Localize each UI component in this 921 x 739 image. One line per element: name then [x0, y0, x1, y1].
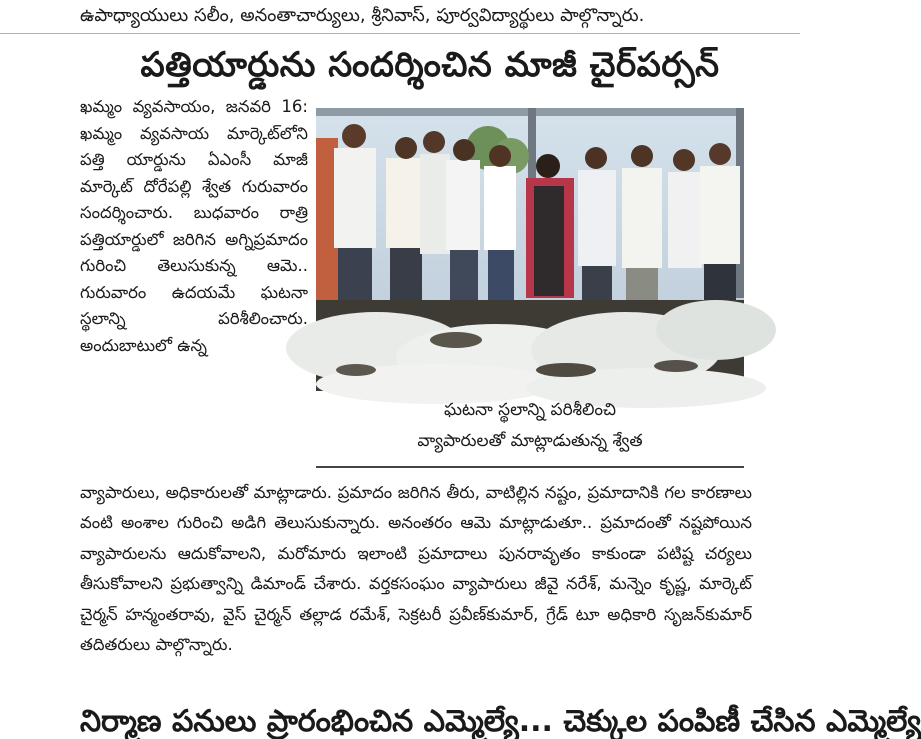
article-headline: పత్తియార్డును సందర్శించిన మాజీ చైర్‌పర్సన్ [140, 45, 720, 85]
caption-line-2: వ్యాపారులతో మాట్లాడుతున్న శ్వేత [417, 431, 643, 451]
photo-caption [316, 395, 744, 457]
article-body-full-width [80, 478, 752, 660]
article-body-column [80, 94, 308, 359]
news-photo [316, 108, 744, 391]
next-article-headline: నిర్మాణ పనులు ప్రారంభించిన ఎమ్మెల్యే... చెక్కుల పంపిణీ చేసిన ఎమ్మెల్యే [80, 704, 921, 739]
divider [0, 33, 800, 34]
next-article-headline-clip [80, 704, 921, 739]
caption-divider [316, 466, 744, 468]
article-body-text: ఖమ్మం వ్యవసాయం, జనవరి 16: ఖమ్మం వ్యవసాయ మార్కెట్‌లోని పత్తి యార్డును ఏఎంసీ మాజీ మార్కెట్ దోరేపల్లి శ్వేత గురువారం సందర్శించారు. బుధవారం రాత్రి పత్తియార్డులో జరిగిన అగ్నిప్రమాదం గురించి తెలుసుకున్న ఆమె.. గురువారం ఉదయమే ఘటనా స్థలాన్ని పరిశీలించారు. అందుబాటులో ఉన్న [80, 97, 308, 355]
yard-inspection-photo [316, 108, 744, 391]
caption-line-1: ఘటనా స్థలాన్ని పరిశీలించి [443, 400, 616, 420]
previous-article-last-line: ఉపాధ్యాయులు సలీం, అనంతాచార్యులు, శ్రీనివాస్, పూర్వవిద్యార్థులు పాల్గొన్నారు. [80, 5, 645, 26]
article-body-text-continued: వ్యాపారులు, అధికారులతో మాట్లాడారు. ప్రమాదం జరిగిన తీరు, వాటిల్లిన నష్టం, ప్రమాదానికి గల కారణాలు వంటి అంశాల గురించి అడిగి తెలుసుకున్నారు. అనంతరం ఆమె మాట్లాడుతూ.. ప్రమాదంతో నష్టపోయిన వ్యాపారులను ఆదుకోవాలని, మరోమారు ఇలాంటి ప్రమాదాలు పునరావృతం కాకుండా పటిష్ట చర్యలు తీసుకోవాలని ప్రభుత్వాన్ని డిమాండ్ చేశారు. వర్తకసంఘం వ్యాపారులు జీవై నరేశ్, మన్నెం కృష్ణ, మార్కెట్ చైర్మన్ హన్మంతరావు, వైస్ చైర్మన్ తల్లాడ రమేశ్, సెక్రటరీ ప్రవీణ్‌కుమార్, గ్రేడ్ టూ అధికారి సృజన్‌కుమార్ తదితరులు పాల్గొన్నారు. [80, 483, 752, 655]
